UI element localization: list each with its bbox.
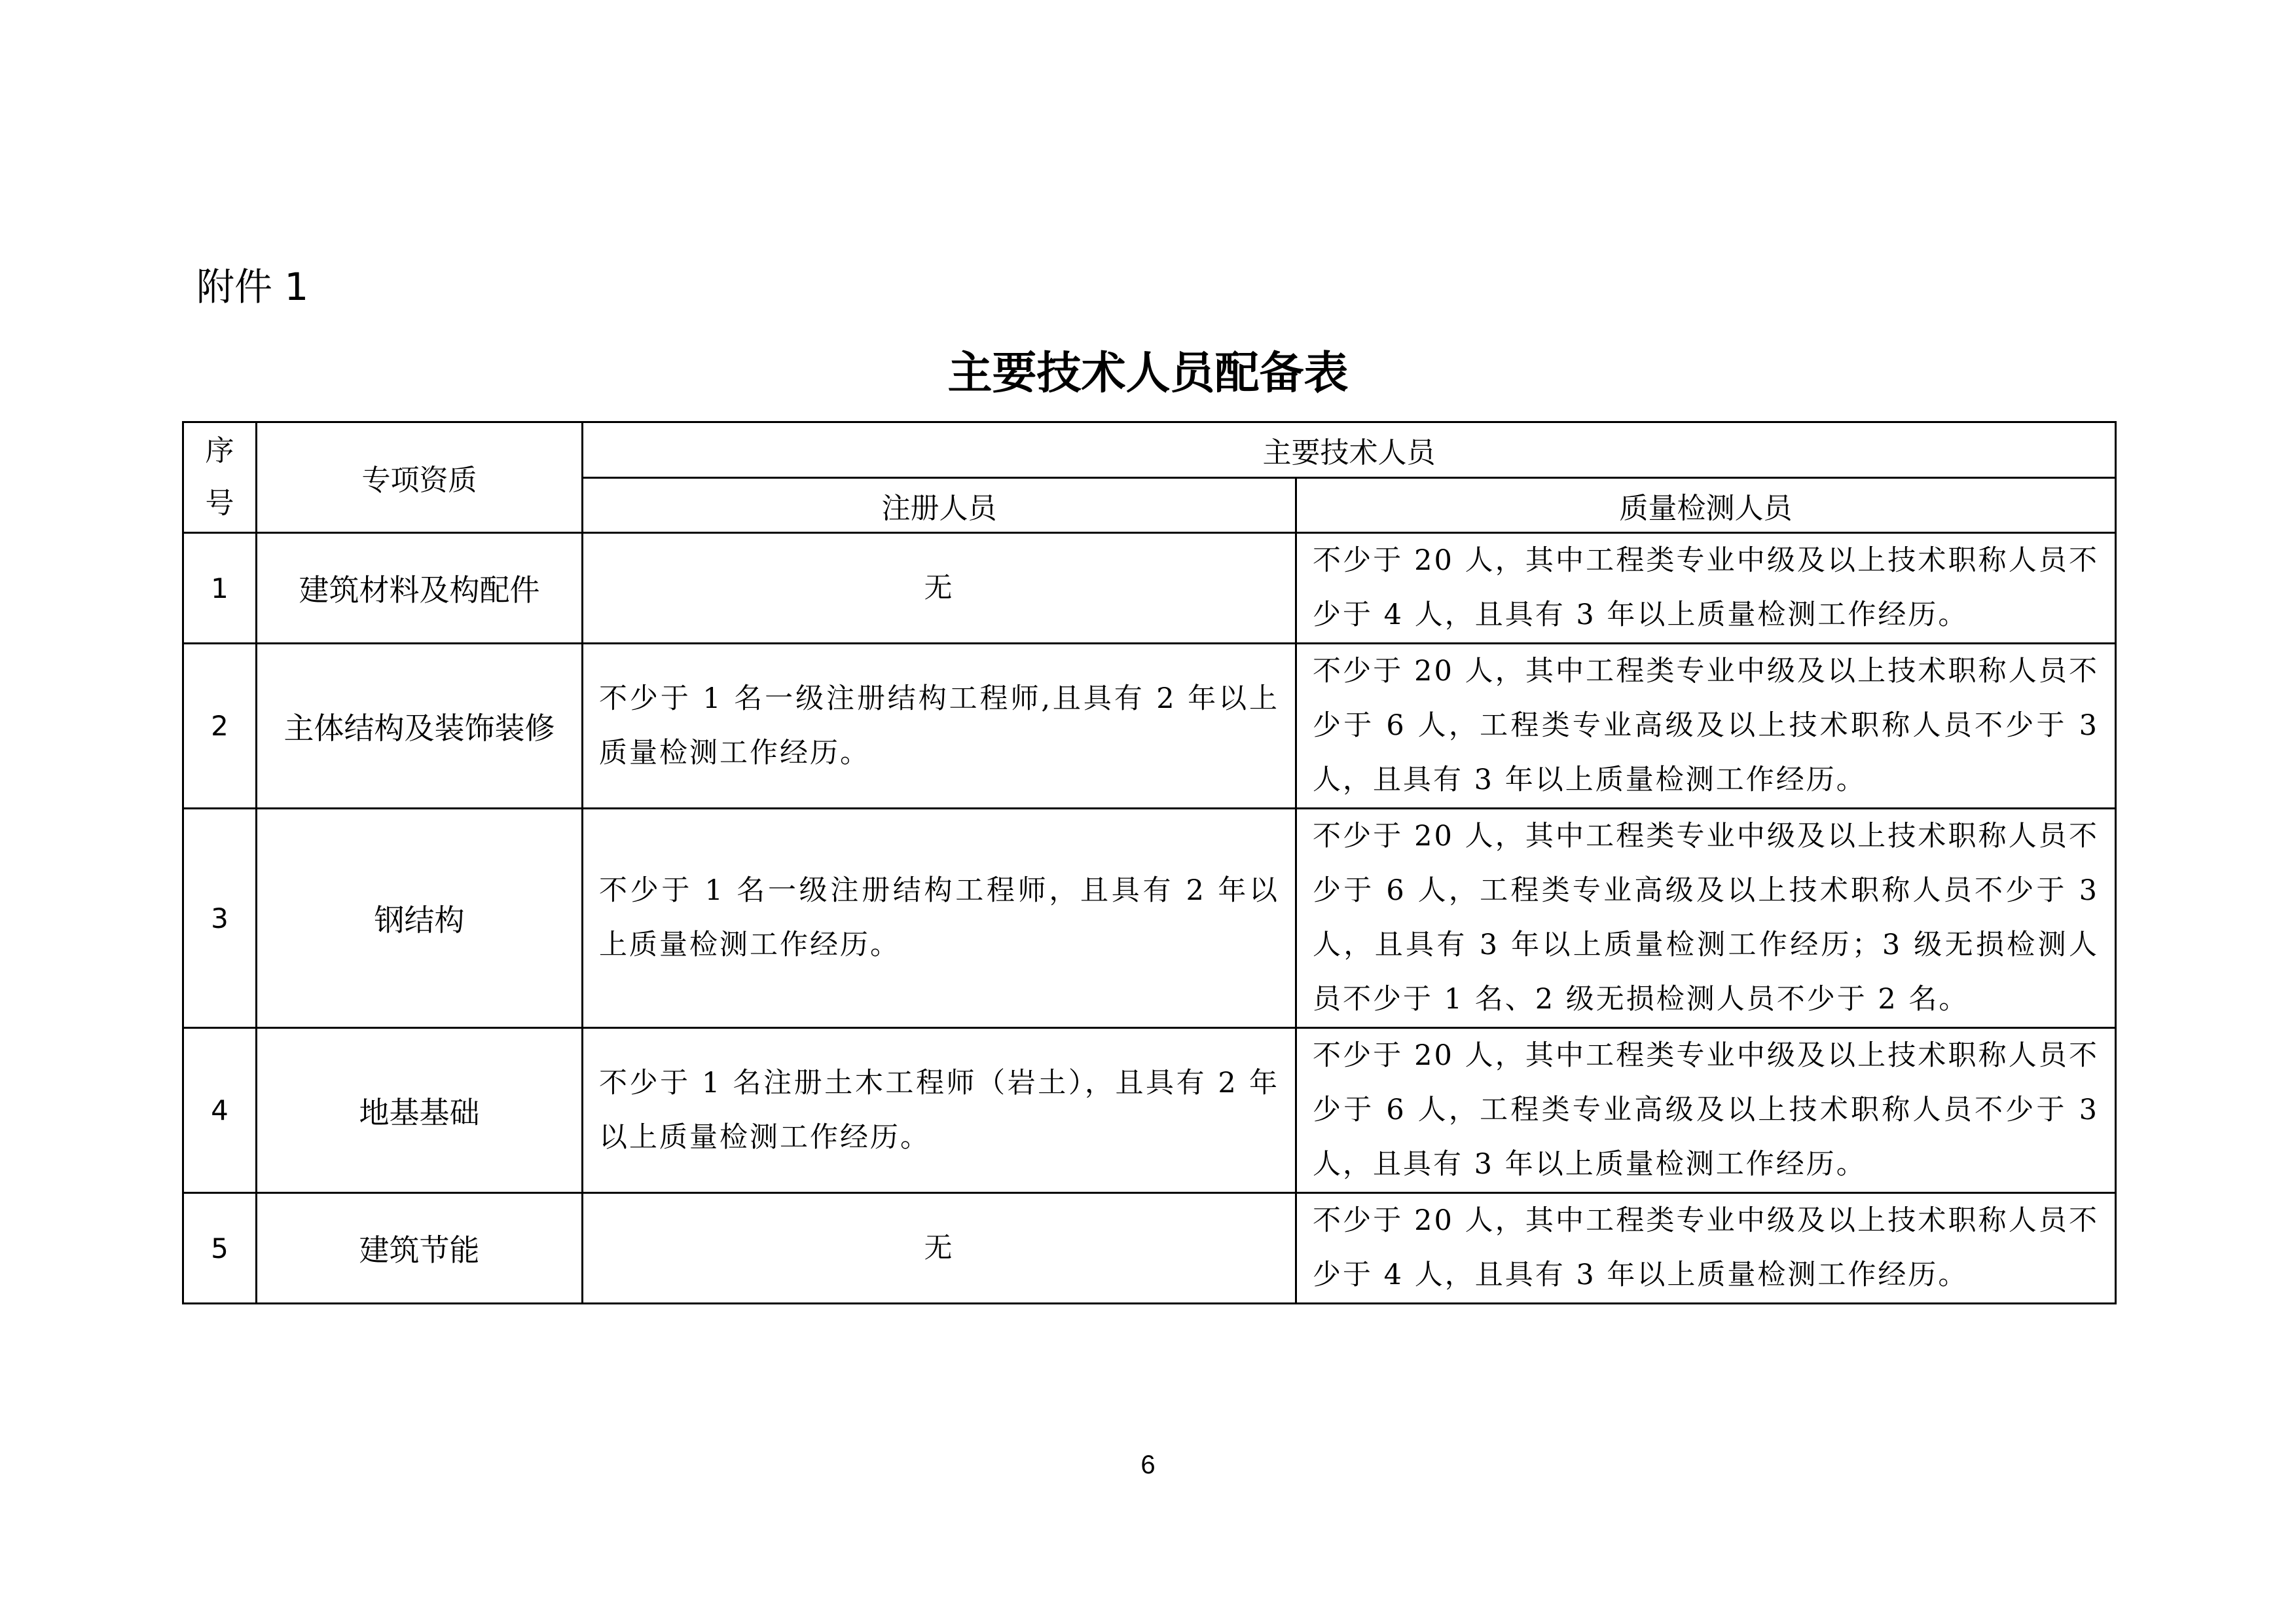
seq-header-line1: 序 — [205, 434, 234, 468]
row-seq: 3 — [183, 809, 257, 1028]
inspection-header: 质量检测人员 — [1296, 478, 2116, 533]
row-inspection: 不少于 20 人，其中工程类专业中级及以上技术职称人员不少于 4 人，且具有 3 年以上质量检测工作经历。 — [1296, 1193, 2116, 1304]
header-row-1 — [183, 422, 2116, 478]
main-staff-header: 主要技术人员 — [583, 422, 2116, 478]
row-registered: 不少于 1 名注册土木工程师（岩土），且具有 2 年以上质量检测工作经历。 — [583, 1028, 1296, 1193]
qualification-header: 专项资质 — [257, 422, 583, 533]
row-registered: 不少于 1 名一级注册结构工程师，且具有 2 年以上质量检测工作经历。 — [583, 809, 1296, 1028]
row-seq: 4 — [183, 1028, 257, 1193]
table-row — [183, 1193, 2116, 1304]
row-registered: 无 — [583, 1193, 1296, 1304]
attachment-label: 附件 1 — [196, 265, 309, 309]
row-registered: 不少于 1 名一级注册结构工程师,且具有 2 年以上质量检测工作经历。 — [583, 644, 1296, 809]
table-row — [183, 644, 2116, 809]
row-seq: 2 — [183, 644, 257, 809]
row-inspection: 不少于 20 人，其中工程类专业中级及以上技术职称人员不少于 4 人，且具有 3 年以上质量检测工作经历。 — [1296, 533, 2116, 644]
row-qualification: 钢结构 — [257, 809, 583, 1028]
row-inspection: 不少于 20 人，其中工程类专业中级及以上技术职称人员不少于 6 人，工程类专业高级及以上技术职称人员不少于 3 人，且具有 3 年以上质量检测工作经历。 — [1296, 1028, 2116, 1193]
seq-header — [183, 422, 257, 533]
row-seq: 5 — [183, 1193, 257, 1304]
row-registered: 无 — [583, 533, 1296, 644]
seq-header-line2: 号 — [205, 487, 234, 520]
registered-header: 注册人员 — [583, 478, 1296, 533]
row-seq: 1 — [183, 533, 257, 644]
row-qualification: 地基基础 — [257, 1028, 583, 1193]
row-qualification: 建筑节能 — [257, 1193, 583, 1304]
row-qualification: 建筑材料及构配件 — [257, 533, 583, 644]
row-qualification: 主体结构及装饰装修 — [257, 644, 583, 809]
table-row — [183, 1028, 2116, 1193]
page-number: 6 — [1140, 1450, 1156, 1479]
row-inspection: 不少于 20 人，其中工程类专业中级及以上技术职称人员不少于 6 人，工程类专业高级及以上技术职称人员不少于 3 人，且具有 3 年以上质量检测工作经历；3 级无损检测人员不少于 1 名、2 级无损检测人员不少于 2 名。 — [1296, 809, 2116, 1028]
row-inspection: 不少于 20 人，其中工程类专业中级及以上技术职称人员不少于 6 人，工程类专业高级及以上技术职称人员不少于 3 人，且具有 3 年以上质量检测工作经历。 — [1296, 644, 2116, 809]
staff-table — [182, 421, 2117, 1304]
table-row — [183, 533, 2116, 644]
table-row — [183, 809, 2116, 1028]
page-title: 主要技术人员配备表 — [947, 347, 1349, 399]
